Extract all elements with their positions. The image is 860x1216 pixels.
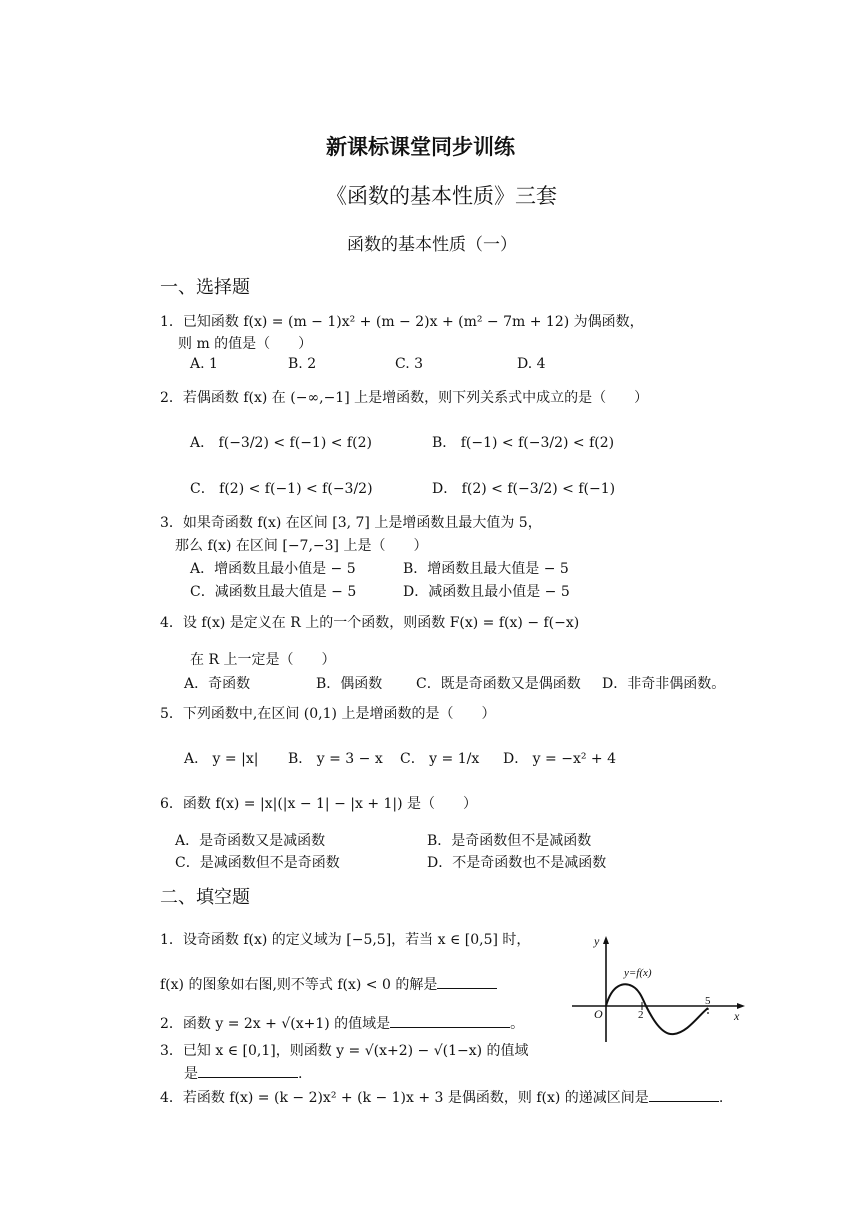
q4-option-c: C．既是奇函数又是偶函数 — [416, 676, 581, 692]
graph-func-label: y=f(x) — [624, 967, 652, 979]
q1-stem: 1．已知函数 f(x) = (m − 1)x² + (m − 2)x + (m² − 7m + 12) 为偶函数， — [160, 314, 644, 330]
f4-answer-blank[interactable] — [649, 1087, 719, 1102]
f4-stem-end: . — [718, 1090, 724, 1106]
graph-tick-5-label: 5 — [705, 995, 711, 1007]
page-title: 新课标课堂同步训练 — [326, 134, 515, 159]
f3-stem: 3．已知 x ∈ [0,1]，则函数 y = √(x+2) − √(1−x) 的值域 — [160, 1043, 529, 1059]
q3-option-b: B．增函数且最大值是 − 5 — [403, 561, 569, 577]
q5-option-b: B． y = 3 − x — [288, 751, 383, 767]
f1-stem-2 — [160, 974, 497, 994]
part-heading: 函数的基本性质（一） — [347, 235, 517, 255]
graph-origin-label: O — [594, 1007, 603, 1021]
q5-option-d: D． y = −x² + 4 — [503, 751, 616, 767]
page-subtitle: 《函数的基本性质》三套 — [326, 184, 557, 208]
q3-option-a: A．增函数且最小值是 − 5 — [190, 561, 356, 577]
section-fill-heading: 二、填空题 — [160, 887, 250, 908]
q6-stem: 6．函数 f(x) = |x|(|x − 1| − |x + 1|) 是（ ） — [160, 796, 478, 812]
q2-option-a: A． f(−3/2) < f(−1) < f(2) — [190, 435, 372, 451]
f1-answer-blank[interactable] — [437, 974, 497, 989]
f3-stem-2-text: 是 — [184, 1066, 198, 1082]
q4-stem: 4．设 f(x) 是定义在 R 上的一个函数，则函数 F(x) = f(x) − f(−x) — [160, 615, 580, 631]
f3-answer-blank[interactable] — [198, 1063, 298, 1078]
q1-option-a: A. 1 — [190, 356, 218, 372]
q6-option-d: D．不是奇函数也不是减函数 — [427, 855, 607, 871]
q2-option-b: B． f(−1) < f(−3/2) < f(2) — [432, 435, 615, 451]
q4-option-b: B．偶函数 — [316, 676, 383, 692]
q4-option-d: D．非奇非偶函数。 — [602, 676, 726, 692]
f2-stem-text: 2．函数 y = 2x + √(x+1) 的值域是 — [160, 1016, 391, 1032]
graph-x-label: x — [734, 1009, 740, 1023]
q6-option-b: B．是奇函数但不是减函数 — [427, 833, 592, 849]
q3-option-d: D．减函数且最小值是 − 5 — [403, 584, 570, 600]
section-choice-heading: 一、选择题 — [160, 277, 250, 298]
f4-stem — [160, 1087, 723, 1107]
q5-option-a: A． y = |x| — [184, 751, 259, 767]
f1-stem-2-text: f(x) 的图象如右图,则不等式 f(x) < 0 的解是 — [160, 977, 438, 993]
q5-option-c: C． y = 1/x — [400, 751, 480, 767]
f4-stem-text: 4．若函数 f(x) = (k − 2)x² + (k − 1)x + 3 是偶函数，则 f(x) 的递减区间是 — [160, 1090, 649, 1106]
function-graph — [570, 930, 750, 1045]
q4-stem-2: 在 R 上一定是（ ） — [190, 652, 336, 668]
q4-option-a: A．奇函数 — [184, 676, 251, 692]
q1-stem-2: 则 m 的值是（ ） — [178, 336, 313, 352]
q3-stem-2: 那么 f(x) 在区间 [−7,−3] 上是（ ） — [175, 538, 428, 554]
f2-answer-blank[interactable] — [390, 1013, 510, 1028]
q2-stem: 2．若偶函数 f(x) 在 (−∞,−1] 上是增函数，则下列关系式中成立的是（ ） — [160, 390, 649, 406]
graph-curve — [606, 984, 708, 1034]
q2-option-d: D． f(2) < f(−3/2) < f(−1) — [432, 481, 616, 497]
f2-stem-end: 。 — [510, 1016, 525, 1032]
q3-stem: 3．如果奇函数 f(x) 在区间 [3, 7] 上是增函数且最大值为 5， — [160, 515, 542, 531]
q1-option-d: D. 4 — [517, 356, 546, 372]
graph-tick-2-label: 2 — [638, 1009, 644, 1021]
q6-option-a: A．是奇函数又是减函数 — [175, 833, 326, 849]
f3-stem-2 — [184, 1063, 302, 1083]
f1-stem: 1．设奇函数 f(x) 的定义域为 [−5,5]，若当 x ∈ [0,5] 时， — [160, 932, 531, 948]
q1-option-b: B. 2 — [288, 356, 317, 372]
f2-stem — [160, 1013, 524, 1033]
q2-option-c: C． f(2) < f(−1) < f(−3/2) — [190, 481, 373, 497]
q1-option-c: C. 3 — [395, 356, 424, 372]
q6-option-c: C．是减函数但不是奇函数 — [175, 855, 340, 871]
q5-stem: 5．下列函数中,在区间 (0,1) 上是增函数的是（ ） — [160, 706, 496, 722]
q3-option-c: C．减函数且最大值是 − 5 — [190, 584, 357, 600]
f3-stem-end: . — [298, 1066, 303, 1082]
graph-y-arrow — [603, 936, 609, 944]
graph-y-label: y — [594, 934, 600, 948]
